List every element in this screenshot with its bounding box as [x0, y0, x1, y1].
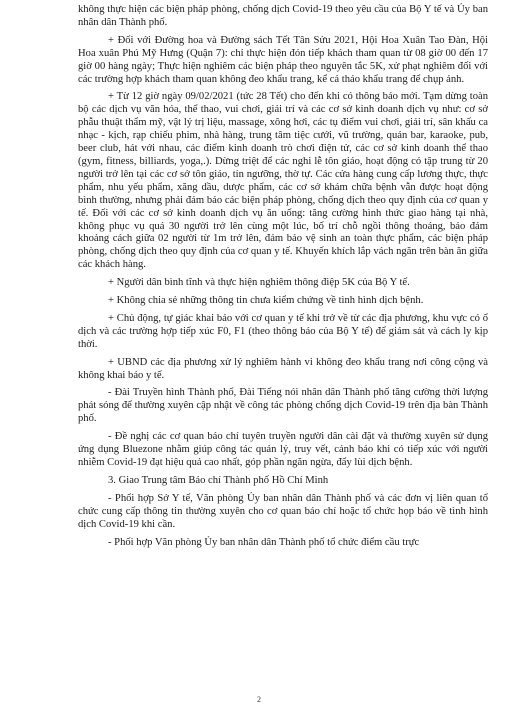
paragraph-no-unverified-info: + Không chia sẻ những thông tin chưa kiểm chứng về tình hình dịch bệnh.	[108, 295, 424, 307]
paragraph-coordinate-office: - Phối hợp Văn phòng Ủy ban nhân dân Thành phố tổ chức điểm cầu trực	[108, 536, 420, 548]
section-heading-press-center: 3. Giao Trung tâm Báo chí Thành phố Hồ Chí Minh	[108, 474, 329, 486]
paragraph-continuation: không thực hiện các biện pháp phòng, chống dịch Covid-19 theo yêu cầu của Bộ Y tế và Ủy ban nhân dân Thành phố.	[78, 4, 488, 28]
paragraph-ubnd-mask: + UBND các địa phương xử lý nghiêm hành vi không đeo khẩu trang nơi công cộng và không khai báo y tế.	[78, 356, 488, 381]
paragraph-flower-book-street: + Đối với Đường hoa và Đường sách Tết Tân Sửu 2021, Hội Hoa Xuân Tao Đàn, Hội Hoa xuân Phú Mỹ Hưng (Quận 7): chỉ thực hiện đón tiếp khách tham quan từ 08 giờ 00 đến 17 giờ 00 hàng ngày; Thực hiện nghiêm các biện pháp theo nguyên tắc 5K, xử phạt nghiêm đối với các trường hợp khách tham quan không đeo khẩu trang, kể cả tháo khẩu trang để chụp ảnh.	[78, 34, 488, 85]
paragraph-coordinate-health-dept: - Phối hợp Sở Y tế, Văn phòng Ủy ban nhân dân Thành phố và các đơn vị liên quan tổ chức cung cấp thông tin thường xuyên cho cơ quan báo chí hoặc tổ chức họp báo về tình hình dịch Covid-19 khi cần.	[78, 492, 488, 530]
page-number: 2	[257, 695, 261, 704]
paragraph-health-declaration: + Chủ động, tự giác khai báo với cơ quan y tế khi trở về từ các địa phương, khu vực có ổ dịch và các trường hợp tiếp xúc F0, F1 (theo thông báo của Bộ Y tế) để giám sát và cách ly kịp thời.	[78, 312, 488, 350]
paragraph-television-radio: - Đài Truyền hình Thành phố, Đài Tiếng nói nhân dân Thành phố tăng cường thời lượng phát sóng để thường xuyên cập nhật về công tác phòng chống dịch Covid-19 trên địa bàn Thành phố.	[78, 387, 488, 425]
paragraph-5k-message: + Người dân bình tĩnh và thực hiện nghiêm thông điệp 5K của Bộ Y tế.	[108, 277, 410, 289]
paragraph-bluezone: - Đề nghị các cơ quan báo chí tuyên truyền người dân cài đặt và thường xuyên sử dụng ứng dụng Bluezone nhằm giúp công tác quản lý, truy vết, cảnh báo khi có tiếp xúc với người nhiễm Covid-19 đạt hiệu quả cao nhất, góp phần ngăn ngừa, đẩy lùi dịch bệnh.	[78, 431, 488, 468]
paragraph-suspension-services: + Từ 12 giờ ngày 09/02/2021 (tức 28 Tết) cho đến khi có thông báo mới. Tạm dừng toàn bộ các dịch vụ văn hóa, thể thao, vui chơi, giải trí và các cơ sở kinh doanh dịch vụ như: cơ sở phẫu thuật thẩm mỹ, vật lý trị liệu, massage, xông hơi, các tụ điểm vui chơi, giải trí, sân khấu ca nhạc - kịch, rạp chiếu phim, nhà hàng, trung tâm tiệc cưới, vũ trường, quán bar, karaoke, pub, beer club, hát với nhau, các điểm kinh doanh trò chơi điện tử, các cơ sở kinh doanh thể thao (gym, fitness, billiards, yoga,.). Dừng triệt để các nghi lễ tôn giáo, hoạt động có tập trung từ 20 người trở lên tại các cơ sở tôn giáo, tín ngưỡng, thờ tự. Các cửa hàng cung cấp lương thực, thực phẩm, nhu yếu phẩm, xăng dầu, dược phẩm, các cơ sở khám chữa bệnh vẫn được hoạt động bình thường, nhưng phải đảm bảo các biện pháp phòng, chống dịch theo quy định của cơ quan y tế. Đối với các cơ sở kinh doanh dịch vụ ăn uống: tăng cường hình thức giao hàng tại nhà, không phục vụ quá 30 người trở lên cùng một lúc, bố trí chỗ ngồi thông thoáng, bảo đảm khoảng cách giữa 02 người từ 1m trở lên, đảm bảo vệ sinh an toàn thực phẩm, các biện pháp phòng, chống dịch theo quy định của cơ quan y tế. Khuyến khích lắp vách ngăn trên bàn ăn giữa các khách hàng.	[78, 91, 488, 271]
